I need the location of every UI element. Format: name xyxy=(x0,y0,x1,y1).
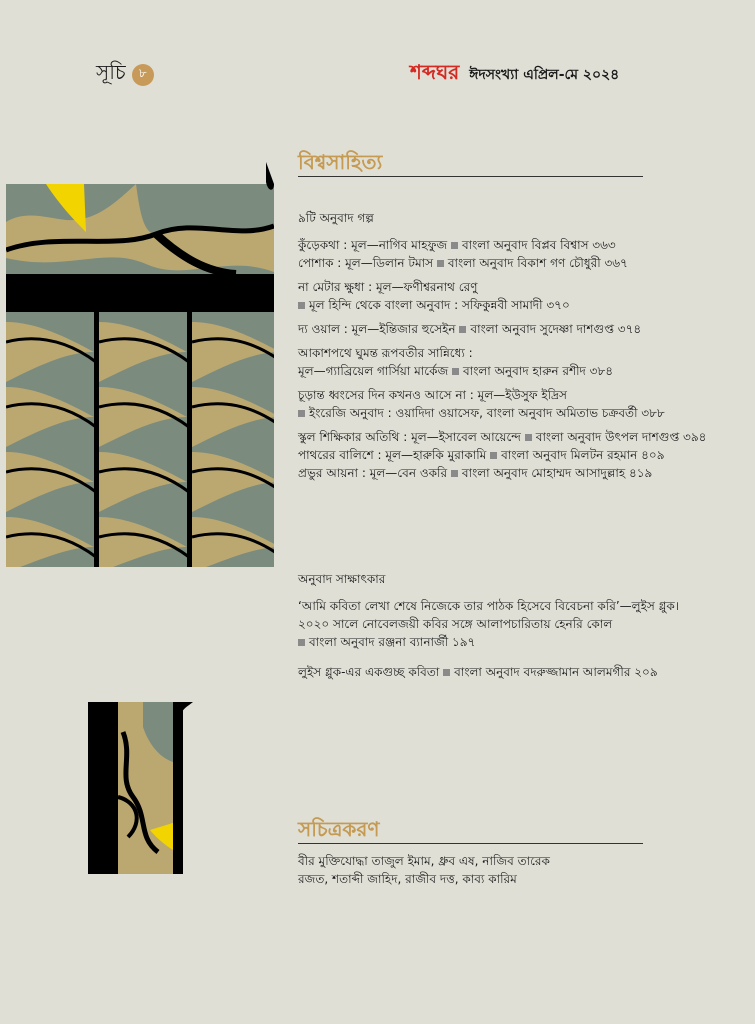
issue-info: ঈদসংখ্যা এপ্রিল-মে ২০২৪ xyxy=(469,67,620,83)
toc-label: সূচি xyxy=(96,60,126,84)
list-item: রজত, শতাব্দী জাহিদ, রাজীব দত্ত, কাব্য কারিম xyxy=(298,872,517,886)
section-title-world-literature: বিশ্বসাহিত্য xyxy=(298,150,383,174)
illustrators-list xyxy=(298,852,550,888)
list-item: দ্য ওয়াল : মূল—ইন্তিজার হুসেইন বাংলা অনুবাদ সুদেষ্ণা দাশগুপ্ত ৩৭৪ xyxy=(298,322,642,336)
square-bullet-icon xyxy=(452,368,459,375)
section-title-illustration: সচিত্রকরণ xyxy=(298,817,380,841)
square-bullet-icon xyxy=(525,434,532,441)
square-bullet-icon xyxy=(298,410,305,417)
list-item: ২০২০ সালে নোবেলজয়ী কবির সঙ্গে আলাপচারিতায় হেনরি কোল xyxy=(298,617,613,631)
list-item: বীর মুক্তিযোদ্ধা তাজুল ইমাম, ধ্রুব এষ, নাজিব তারেক xyxy=(298,854,550,868)
section-divider xyxy=(298,843,643,844)
decorative-letter-artwork xyxy=(6,162,276,567)
toc-header xyxy=(96,58,154,91)
list-item: লুইস গ্লুক-এর একগুচ্ছ কবিতা বাংলা অনুবাদ বদরুজ্জামান আলমগীর ২০৯ xyxy=(298,665,658,679)
translated-stories-list xyxy=(298,236,706,482)
square-bullet-icon xyxy=(451,242,458,249)
square-bullet-icon xyxy=(459,326,466,333)
list-item: প্রভুর আয়না : মূল—বেন ওকরি বাংলা অনুবাদ মোহাম্মদ আসাদুল্লাহ ৪১৯ xyxy=(298,466,653,480)
list-item: ‘আমি কবিতা লেখা শেষে নিজেকে তার পাঠক হিসেবে বিবেচনা করি’—লুইস গ্লুক। xyxy=(298,599,680,613)
masthead xyxy=(410,58,619,91)
list-item: আকাশপথে ঘুমন্ত রূপবতীর সান্নিধ্যে : xyxy=(298,346,473,360)
list-item: কুঁড়েকথা : মূল—নাগিব মাহফুজ বাংলা অনুবাদ বিপ্লব বিশ্বাস ৩৬৩ xyxy=(298,238,616,252)
list-item: না মেটার ক্ষুধা : মূল—ফণীশ্বরনাথ রেণু xyxy=(298,280,478,294)
list-item: মূল হিন্দি থেকে বাংলা অনুবাদ : সফিকুন্নবী সামাদী ৩৭০ xyxy=(298,296,706,314)
square-bullet-icon xyxy=(451,470,458,477)
list-item: ইংরেজি অনুবাদ : ওয়াদিদা ওয়াসেফ, বাংলা অনুবাদ অমিতাভ চক্রবর্তী ৩৮৮ xyxy=(298,404,706,422)
section-divider xyxy=(298,176,643,177)
list-item: বাংলা অনুবাদ রঞ্জনা ব্যানার্জী ১৯৭ xyxy=(298,633,679,651)
page-number-badge: ৮ xyxy=(132,64,154,86)
list-item: মূল—গ্যাব্রিয়েল গার্সিয়া মার্কেজ বাংলা অনুবাদ হারুন রশীদ ৩৮৪ xyxy=(298,364,614,378)
decorative-small-letter-artwork xyxy=(88,702,193,874)
list-item: পোশাক : মূল—ডিলান টমাস বাংলা অনুবাদ বিকাশ গণ চৌধুরী ৩৬৭ xyxy=(298,256,628,270)
list-item: স্কুল শিক্ষিকার অতিথি : মূল—ইসাবেল আয়েন্দে বাংলা অনুবাদ উৎপল দাশগুপ্ত ৩৯৪ xyxy=(298,430,707,444)
subheading-interview: অনুবাদ সাক্ষাৎকার xyxy=(298,572,386,586)
square-bullet-icon xyxy=(298,639,305,646)
magazine-name: শব্দঘর xyxy=(410,60,460,84)
list-item: পাথরের বালিশে : মূল—হারুকি মুরাকামি বাংলা অনুবাদ মিলটন রহমান ৪০৯ xyxy=(298,448,665,462)
square-bullet-icon xyxy=(490,452,497,459)
square-bullet-icon xyxy=(443,669,450,676)
list-item: চূড়ান্ত ধ্বংসের দিন কখনও আসে না : মূল—ইউসুফ ইদ্রিস xyxy=(298,388,567,402)
square-bullet-icon xyxy=(298,302,305,309)
subheading-translated-stories: ৯টি অনুবাদ গল্প xyxy=(298,211,374,225)
square-bullet-icon xyxy=(437,260,444,267)
interview-list xyxy=(298,597,679,681)
